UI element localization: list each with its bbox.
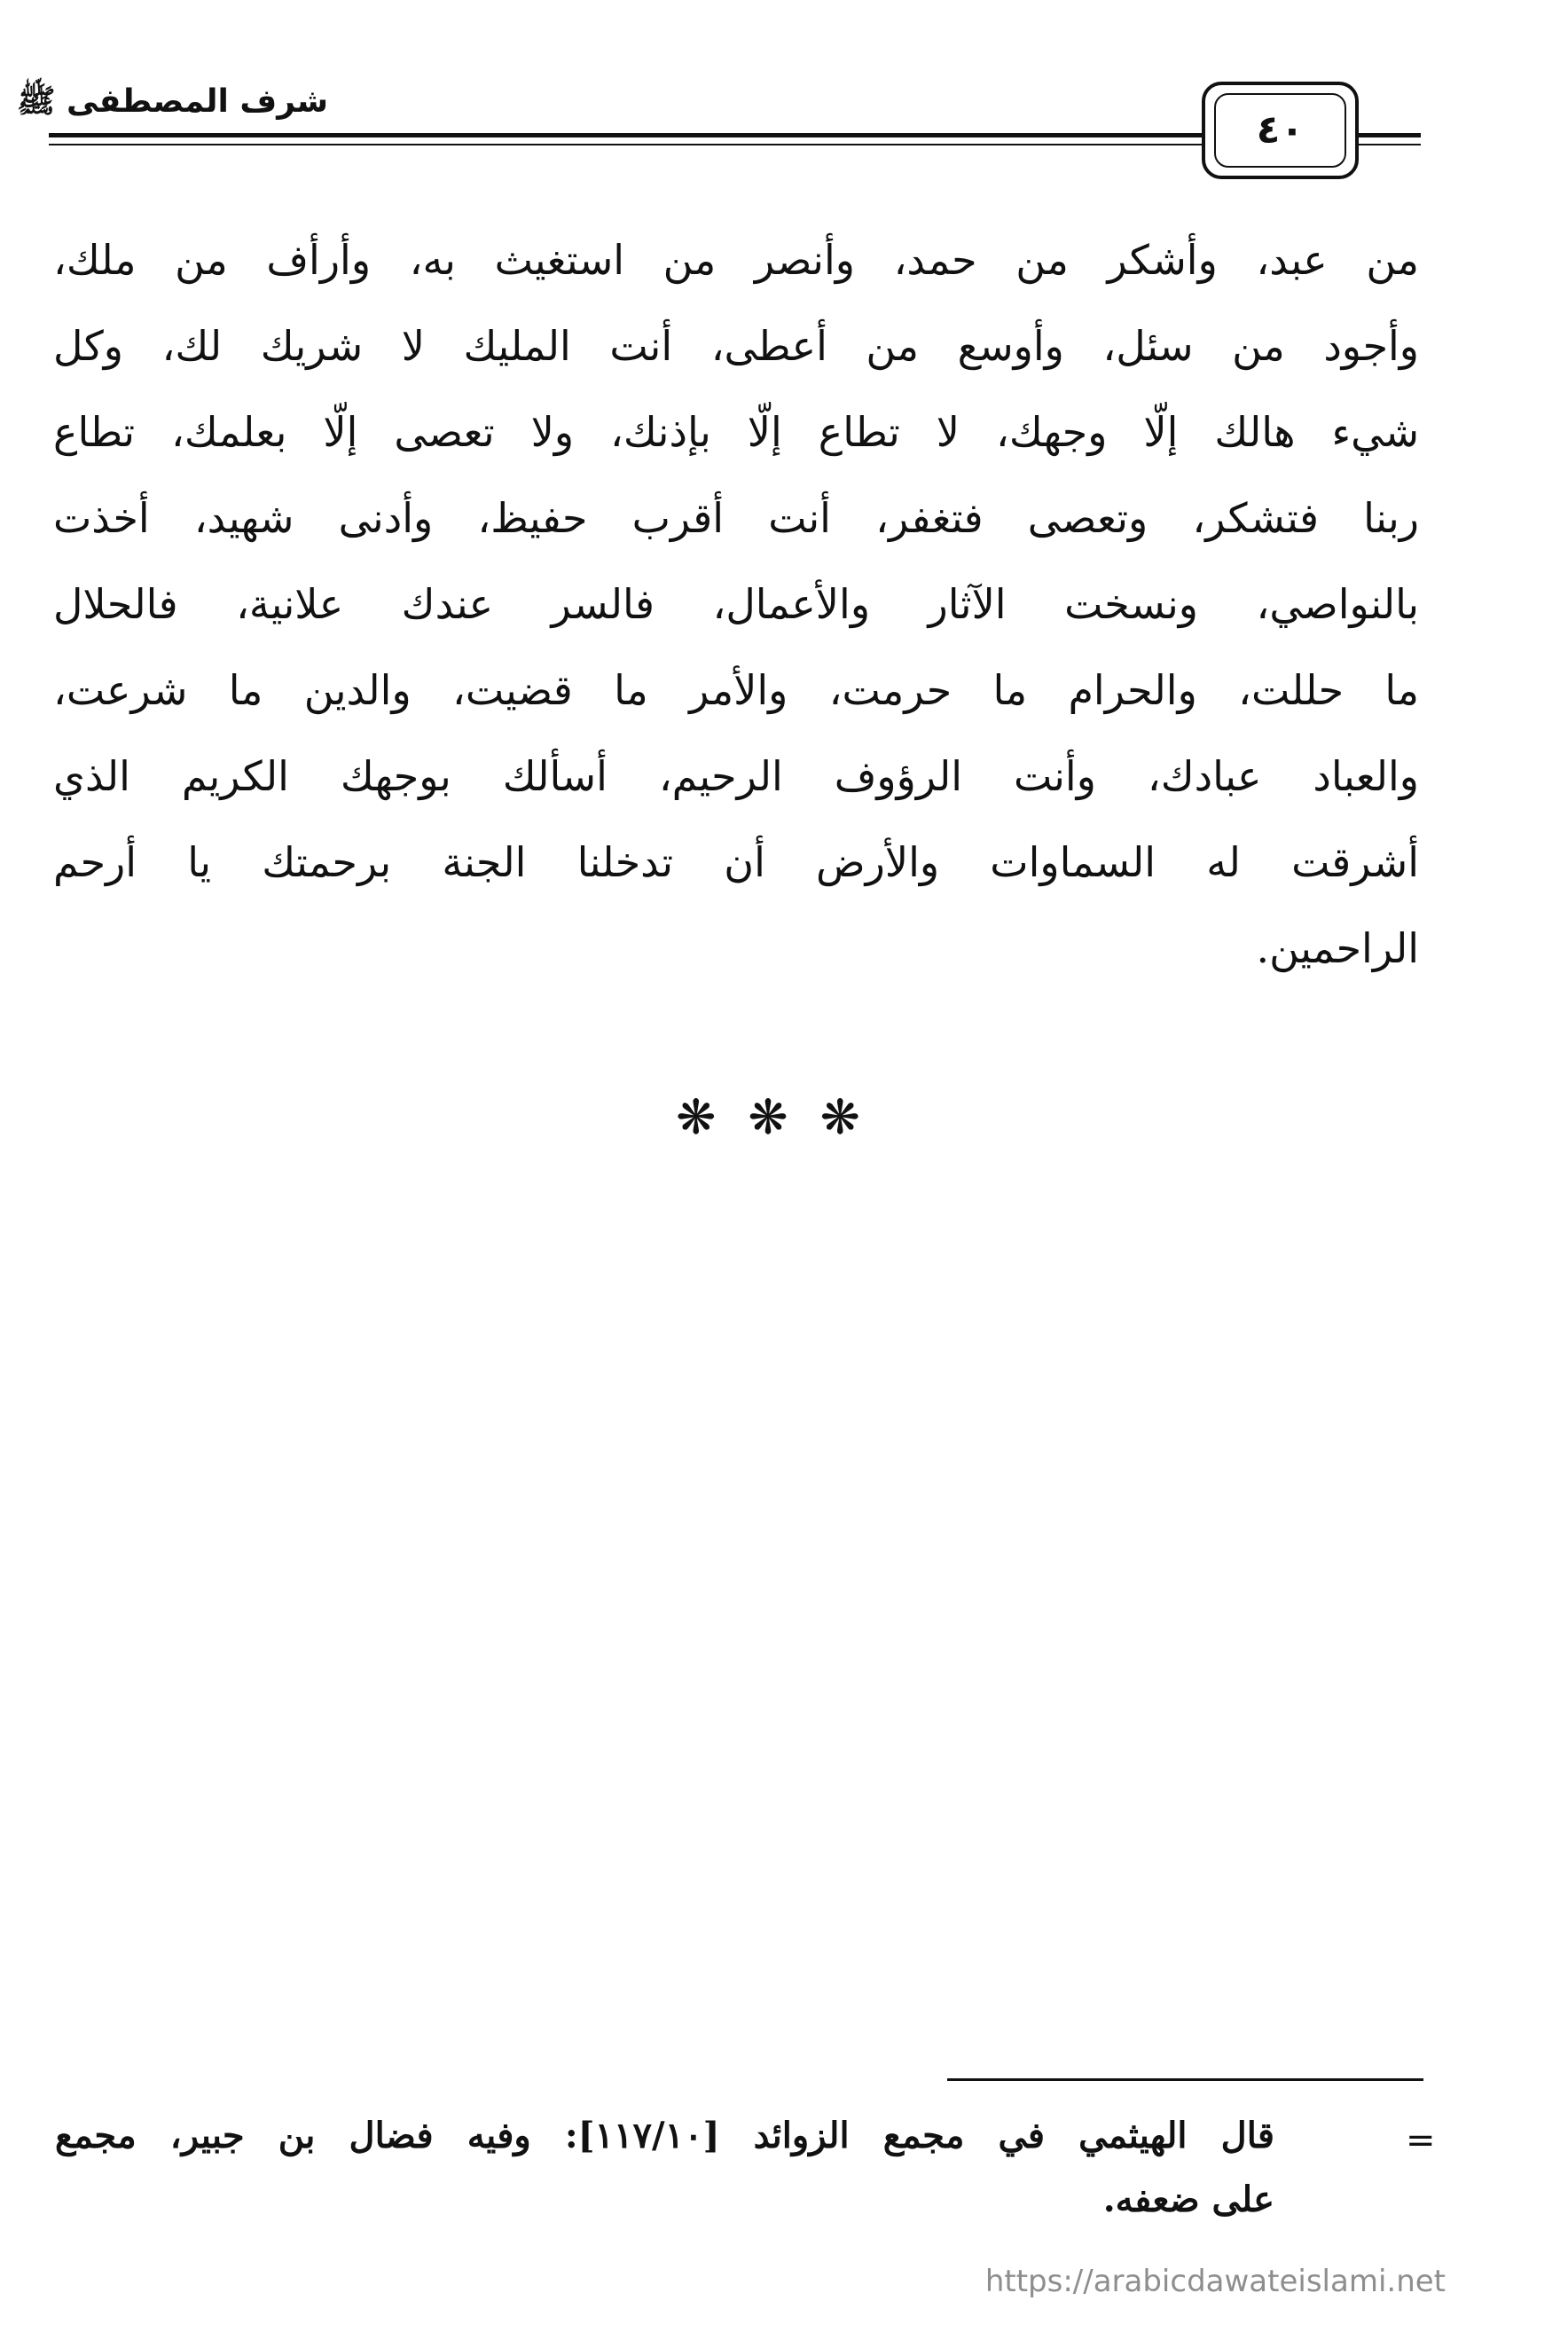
source-watermark: https://arabicdawateislami.net xyxy=(984,2264,1446,2299)
body-line: أشرقت له السماوات والأرض أن تدخلنا الجنة برحمتك يا أرحم xyxy=(53,838,1419,886)
body-line: من عبد، وأشكر من حمد، وأنصر من استغيث به، وأرأف من ملك، xyxy=(53,236,1419,284)
body-line: والعباد عبادك، وأنت الرؤوف الرحيم، أسألك بوجهك الكريم الذي xyxy=(53,752,1419,800)
footnote-continuation-marker: = xyxy=(1406,2120,1436,2161)
page-number-inner-frame xyxy=(1214,93,1346,168)
body-line: وأجود من سئل، وأوسع من أعطى، أنت المليك لا شريك لك، وكل xyxy=(53,322,1419,370)
header-rule-thick xyxy=(49,133,1202,137)
footnote-line: على ضعفه. xyxy=(1102,2179,1274,2220)
section-separator: ❋❋❋ xyxy=(676,1089,892,1145)
body-paragraph xyxy=(53,217,1419,992)
body-line: ما حللت، والحرام ما حرمت، والأمر ما قضيت، والدين ما شرعت، xyxy=(53,666,1420,714)
page-number: ٤٠ xyxy=(1256,107,1305,153)
header-rule-thin xyxy=(49,144,1202,145)
header-rule-thin-right xyxy=(1359,144,1421,145)
header-rule-thick-right xyxy=(1359,133,1421,137)
footnote-rule xyxy=(947,2078,1423,2081)
body-line: بالنواصي، ونسخت الآثار والأعمال، فالسر عندك علانية، فالحلال xyxy=(53,580,1419,628)
footnote xyxy=(55,2104,1274,2232)
body-line: ربنا فتشكر، وتعصى فتغفر، أنت أقرب حفيظ، وأدنى شهيد، أخذت xyxy=(53,494,1419,542)
body-line: شيء هالك إلّا وجهك، لا تطاع إلّا بإذنك، ولا تعصى إلّا بعلمك، تطاع xyxy=(53,408,1419,456)
page-number-frame xyxy=(1202,82,1359,179)
running-title: شرف المصطفى ﷺ xyxy=(16,83,328,120)
body-line: الراحمين. xyxy=(1256,924,1419,972)
footnote-line: قال الهيثمي في مجمع الزوائد [١١٧/١٠]: وفيه فضال بن جبير، مجمع xyxy=(55,2115,1275,2156)
